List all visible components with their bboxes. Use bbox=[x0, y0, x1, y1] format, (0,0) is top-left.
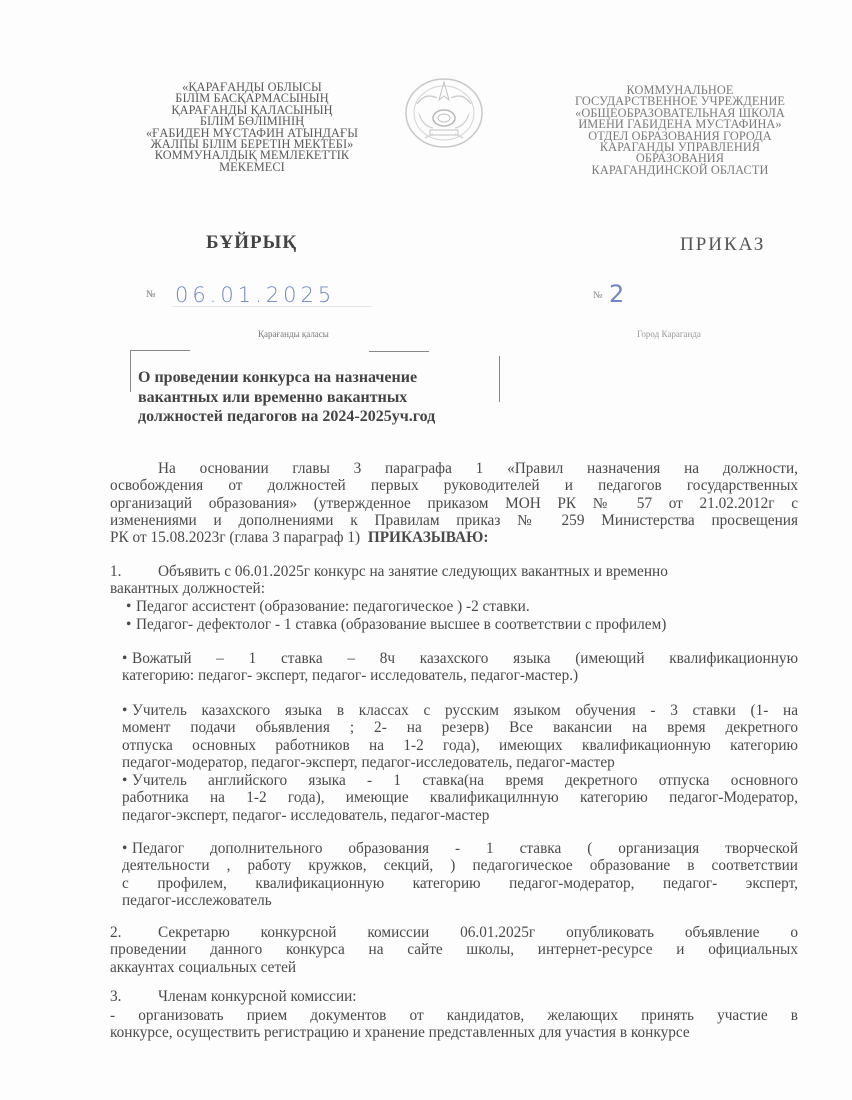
header-ru-line: ОБРАЗОВАНИЯ bbox=[635, 151, 725, 166]
order-item-2 bbox=[110, 924, 798, 976]
subject-bracket-top-right bbox=[369, 351, 429, 352]
header-ru-line: ИМЕНИ ГАБИДЕНА МУСТАФИНА» bbox=[578, 117, 782, 132]
vacancy-text: категорию: педагог- эксперт, педагог- исследователь, педагог-мастер.) bbox=[122, 667, 579, 685]
preamble-line: изменениями и дополнениями к Правилам приказ № 259 Министерства просвещения bbox=[110, 511, 798, 529]
vacancy-text: Педагог ассистент (образование: педагогическое ) -2 ставки. bbox=[136, 598, 530, 615]
vacancy-text: отпуска основных работников на 1-2 года), имеющих квалификационную категорию bbox=[122, 736, 798, 754]
order-item-3-tasks bbox=[110, 1007, 798, 1042]
vacancy-text: с профилем, квалификационную категорию педагог-модератор, педагог- эксперт, bbox=[122, 874, 798, 892]
preamble-line: освобождения от должностей первых руководителей и педагогов государственных bbox=[110, 477, 798, 495]
subject-bracket-left bbox=[130, 350, 131, 392]
bullet-icon: • bbox=[122, 772, 128, 789]
vacancy-text: педагог-эксперт, педагог- исследователь, педагог-мастер bbox=[122, 806, 490, 824]
vacancy-bullet bbox=[126, 616, 802, 633]
header-kz-line: БІЛІМ БӨЛІМІНІҢ bbox=[199, 114, 305, 129]
title-kz: БҰЙРЫҚ bbox=[206, 232, 298, 253]
subject-line: должностей педагогов на 2024-2025уч.год bbox=[138, 408, 436, 425]
vacancy-text: момент подачи обьявления ; 2- на резерв) Все вакансии на время декретного bbox=[122, 719, 798, 737]
item-text: Секретарю конкурсной комиссии 06.01.2025г опубликовать объявление о bbox=[158, 924, 798, 941]
number-symbol-ru: № bbox=[593, 290, 603, 301]
vacancy-bullet bbox=[122, 702, 798, 771]
header-ru-line: «ОБЩЕОБРАЗОВАТЕЛЬНАЯ ШКОЛА bbox=[575, 105, 785, 120]
vacancy-text: педагог-модератор, педагог-эксперт, педагог-исследователь, педагог-мастер bbox=[122, 753, 615, 771]
header-kz-line: БІЛІМ БАСҚАРМАСЫНЫҢ bbox=[175, 91, 329, 106]
vacancy-text: педагог-исслежователь bbox=[122, 891, 272, 909]
vacancy-text: Учитель казахского языка в классах с русским языком обучения - 3 ставки (1- на bbox=[132, 702, 798, 719]
item-number: 3. bbox=[110, 988, 122, 1005]
vacancy-text: Педагог- дефектолог - 1 ставка (образование высшее в соответствии с профилем) bbox=[136, 616, 667, 633]
header-ru-line: КАРАГАНДЫ УПРАВЛЕНИЯ bbox=[599, 140, 761, 155]
header-kz-line: ЖАЛПЫ БІЛІМ БЕРЕТІН МЕКТЕБІ» bbox=[150, 137, 354, 152]
header-ru-line: ОТДЕЛ ОБРАЗОВАНИЯ ГОРОДА bbox=[588, 128, 772, 143]
header-kz-line: «ҚАРАҒАНДЫ ОБЛЫСЫ bbox=[182, 80, 322, 94]
preamble-line: организаций образования» (утвержденное приказом МОН РК № 57 от 21.02.2012г с bbox=[110, 494, 798, 512]
order-item-3 bbox=[110, 988, 798, 1005]
vacancy-bullet bbox=[122, 772, 798, 824]
header-kz-line: «ҒАБИДЕН МҰСТАФИН АТЫНДАҒЫ bbox=[145, 125, 359, 140]
subject-line: вакантных или временно вакантных bbox=[138, 388, 408, 406]
handwritten-date: 06.01.2025 bbox=[175, 283, 336, 307]
item-text: Объявить с 06.01.2025г конкурс на занятие следующих вакантных и временно bbox=[158, 563, 668, 580]
vacancy-text: работника на 1-2 года), имеющие квалификацилнную категорию педагог-Модератор, bbox=[122, 789, 798, 807]
preamble-line: РК от 15.08.2023г (глава 3 параграф 1) bbox=[110, 529, 361, 547]
subject-bracket-right bbox=[499, 356, 500, 402]
header-kz-org-name bbox=[112, 82, 392, 173]
order-subject bbox=[138, 368, 435, 427]
item-text: конкурсе, осуществить регистрацию и хранение представленных для участия в конкурсе bbox=[110, 1024, 690, 1042]
city-ru: Город Караганда bbox=[637, 329, 701, 339]
header-kz-line: МЕКЕМЕСІ bbox=[219, 159, 285, 174]
preamble-line: На основании главы 3 параграфа 1 «Правил назначения на должности, bbox=[158, 460, 798, 477]
header-ru-org-name bbox=[545, 85, 815, 176]
date-underline bbox=[172, 306, 372, 307]
city-kz: Қарағанды қаласы bbox=[258, 329, 329, 339]
state-emblem-icon bbox=[403, 74, 485, 152]
vacancy-text: Учитель английского языка - 1 ставка(на время декретного отпуска основного bbox=[132, 772, 798, 789]
item-text: - организовать прием документов от кандидатов, желающих принять участие в bbox=[110, 1007, 798, 1024]
order-item-1 bbox=[110, 563, 798, 598]
header-kz-line: КОММУНАЛДЫҚ МЕМЛЕКЕТТІК bbox=[154, 148, 350, 163]
item-number: 1. bbox=[110, 563, 122, 580]
item-text: вакантных должностей: bbox=[110, 580, 265, 598]
command-word: ПРИКАЗЫВАЮ: bbox=[367, 529, 489, 547]
header-kz-line: ҚАРАҒАНДЫ ҚАЛАСЫНЫҢ bbox=[171, 102, 333, 117]
vacancy-bullet bbox=[122, 840, 798, 909]
vacancy-bullet bbox=[126, 598, 802, 615]
bullet-icon: • bbox=[122, 702, 128, 719]
vacancy-text: Педагог дополнительного образования - 1 ставка ( организация творческой bbox=[132, 840, 798, 857]
item-heading: Членам конкурсной комиссии: bbox=[158, 988, 357, 1005]
preamble-paragraph bbox=[110, 460, 798, 546]
item-text: проведении данного конкурса на сайте школы, интернет-ресурсе и официальных bbox=[110, 941, 798, 959]
bullet-icon: • bbox=[126, 598, 132, 615]
bullet-icon: • bbox=[122, 840, 128, 857]
bullet-icon: • bbox=[122, 650, 128, 667]
title-ru: ПРИКАЗ bbox=[680, 234, 766, 255]
header-ru-line: КАРАГАНДИНСКОЙ ОБЛАСТИ bbox=[591, 162, 769, 177]
header-ru-line: ГОСУДАРСТВЕННОЕ УЧРЕЖДЕНИЕ bbox=[574, 94, 786, 109]
bullet-icon: • bbox=[126, 616, 132, 633]
vacancy-text: деятельности , работу кружков, секций, ) педагогическое образование в соответствии bbox=[122, 857, 798, 875]
vacancy-bullet bbox=[122, 650, 798, 685]
subject-bracket-top-left bbox=[130, 350, 190, 351]
subject-line: О проведении конкурса на назначение bbox=[138, 369, 418, 386]
number-symbol-kz: № bbox=[146, 289, 156, 300]
vacancy-text: Вожатый – 1 ставка – 8ч казахского языка (имеющий квалификационную bbox=[132, 650, 798, 667]
item-number: 2. bbox=[110, 924, 122, 941]
item-text: аккаунтах социальных сетей bbox=[110, 958, 297, 976]
handwritten-order-number: 2 bbox=[609, 280, 629, 308]
header-ru-line: КОММУНАЛЬНОЕ bbox=[626, 83, 734, 97]
